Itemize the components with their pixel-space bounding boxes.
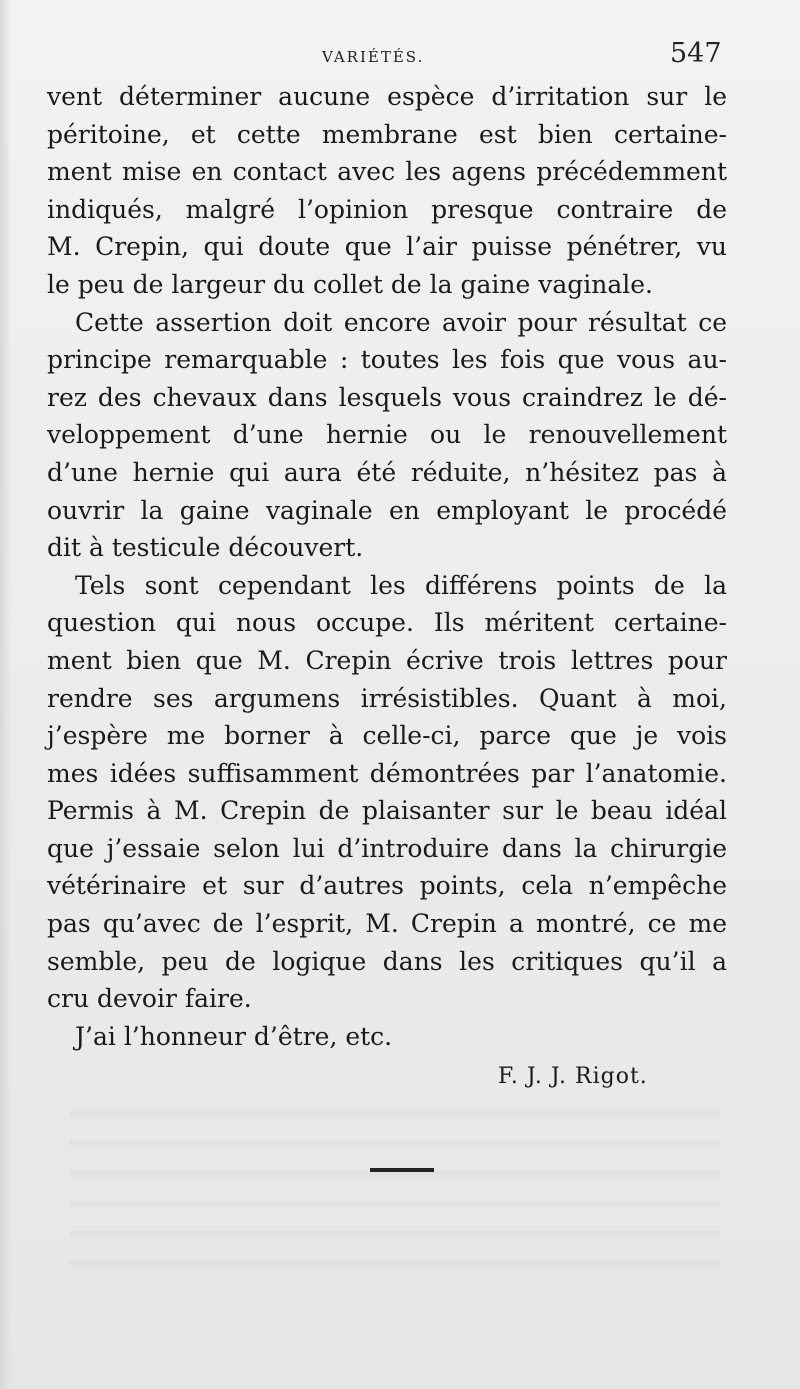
text-line: Tels sont cependant les différens points de la — [75, 570, 727, 600]
text-line: M. Crepin, qui doute que l’air puisse pénétrer, vu — [47, 232, 727, 262]
text-line: j’espère me borner à celle-ci, parce que je vois — [47, 721, 727, 751]
text-line: question qui nous occupe. Ils méritent certaine- — [47, 608, 727, 638]
page-header — [0, 38, 800, 78]
paragraph — [47, 1018, 727, 1056]
text-line: rez des chevaux dans lesquels vous craindrez le dé- — [47, 382, 727, 412]
page-edge-shadow — [0, 0, 12, 1389]
text-line: vétérinaire et sur d’autres points, cela n’empêche — [47, 871, 727, 901]
text-line: péritoine, et cette membrane est bien certaine- — [47, 119, 727, 149]
text-line: indiqués, malgré l’opinion presque contraire de — [47, 194, 727, 224]
text-line: dit à testicule découvert. — [47, 533, 364, 563]
paragraph — [47, 304, 727, 567]
end-rule — [370, 1168, 434, 1172]
text-line: vent déterminer aucune espèce d’irritation sur le — [47, 82, 727, 111]
text-line: veloppement d’une hernie ou le renouvellement — [47, 420, 727, 450]
text-line: que j’essaie selon lui d’introduire dans la chirurgie — [47, 833, 727, 863]
text-line: pas qu’avec de l’esprit, M. Crepin a montré, ce me — [47, 909, 727, 939]
page-number: 547 — [670, 38, 722, 69]
text-line: d’une hernie qui aura été réduite, n’hésitez pas à — [47, 457, 727, 487]
text-line: semble, peu de logique dans les critiques qu’il a — [47, 946, 727, 976]
text-line: ment mise en contact avec les agens précédemment — [47, 157, 727, 187]
text-line: mes idées suffisamment démontrées par l’anatomie. — [47, 758, 727, 788]
text-line: Cette assertion doit encore avoir pour résultat ce — [75, 307, 727, 337]
paragraph — [47, 78, 727, 304]
text-line: Permis à M. Crepin de plaisanter sur le beau idéal — [47, 796, 727, 826]
text-line: le peu de largeur du collet de la gaine vaginale. — [47, 269, 653, 299]
paragraph — [47, 567, 727, 1018]
show-through-texture — [70, 1090, 720, 1270]
text-line: cru devoir faire. — [47, 984, 252, 1014]
body-text — [47, 78, 727, 1055]
text-line: rendre ses argumens irrésistibles. Quant à moi, — [47, 683, 727, 713]
running-head: VARIÉTÉS. — [322, 48, 425, 66]
text-line: ouvrir la gaine vaginale en employant le procédé — [47, 495, 727, 525]
text-line: ment bien que M. Crepin écrive trois lettres pour — [47, 645, 727, 675]
text-line: principe remarquable : toutes les fois que vous au- — [47, 345, 727, 375]
closing-line: J’ai l’honneur d’être, etc. — [75, 1021, 393, 1051]
signature: F. J. J. Rigot. — [498, 1064, 648, 1089]
